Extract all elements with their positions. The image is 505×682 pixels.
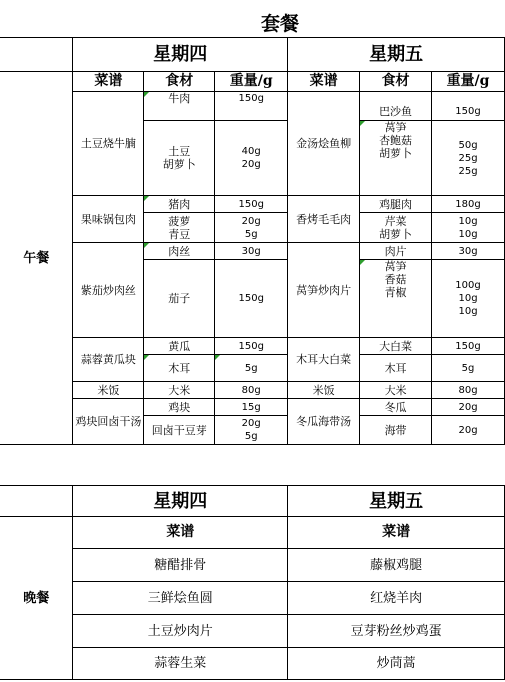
ing-fri-3a: 肉片 — [360, 243, 432, 260]
wt-rice-thu: 80g — [215, 382, 288, 399]
dinner-day-fri: 星期五 — [288, 486, 505, 517]
dinner-fri-2: 红烧羊肉 — [288, 582, 505, 615]
ing-fri-2a: 鸡腿肉 — [360, 196, 432, 213]
dinner-fri-4: 炒茼蒿 — [288, 648, 505, 680]
wt-thu-4b: 5g — [215, 355, 288, 382]
dinner-thu-3: 土豆炒肉片 — [73, 615, 288, 648]
dish-fri-4: 木耳大白菜 — [288, 338, 360, 382]
soup-thu: 鸡块回卤干汤 — [73, 399, 144, 445]
header-weight-fri: 重量/g — [432, 72, 505, 92]
wt-fri-1b: 50g 25g 25g — [432, 121, 505, 196]
header-ingredient-thu: 食材 — [144, 72, 215, 92]
spacer-fri-1w — [432, 92, 505, 104]
lunch-label: 午餐 — [0, 72, 73, 445]
ing-thu-2b: 菠萝 青豆 — [144, 213, 215, 243]
dish-thu-4: 蒜蓉黄瓜块 — [73, 338, 144, 382]
wt-thu-3a: 30g — [215, 243, 288, 260]
dish-thu-1: 土豆烧牛腩 — [73, 92, 144, 196]
lunch-day-fri: 星期五 — [288, 38, 505, 72]
header-dish-thu: 菜谱 — [73, 72, 144, 92]
ing-thu-2a: 猪肉 — [144, 196, 215, 213]
rice-fri: 米饭 — [288, 382, 360, 399]
header-dish-fri: 菜谱 — [288, 72, 360, 92]
ing-fri-4b: 木耳 — [360, 355, 432, 382]
dinner-day-thu: 星期四 — [73, 486, 288, 517]
wt-thu-1b: 40g 20g — [215, 121, 288, 196]
ing-fri-1a: 巴沙鱼 — [360, 104, 432, 121]
spacer-fri-1 — [360, 92, 432, 104]
dish-fri-3: 莴笋炒肉片 — [288, 243, 360, 338]
wt-thu-2b: 20g 5g — [215, 213, 288, 243]
dinner-thu-1: 糖醋排骨 — [73, 549, 288, 582]
wt-soup-fri-b: 20g — [432, 416, 505, 445]
ing-thu-3a: 肉丝 — [144, 243, 215, 260]
ing-fri-4a: 大白菜 — [360, 338, 432, 355]
dinner-fri-1: 藤椒鸡腿 — [288, 549, 505, 582]
ing-soup-fri-a: 冬瓜 — [360, 399, 432, 416]
corner-cell — [0, 38, 73, 72]
ing-thu-3b: 茄子 — [144, 260, 215, 338]
ing-soup-thu-a: 鸡块 — [144, 399, 215, 416]
ing-thu-1a: 牛肉 — [144, 92, 215, 121]
dish-fri-2: 香烤毛毛肉 — [288, 196, 360, 243]
dinner-header-fri: 菜谱 — [288, 517, 505, 549]
page-title: 套餐 — [260, 13, 299, 35]
wt-fri-2b: 10g 10g — [432, 213, 505, 243]
ing-fri-2b: 芹菜 胡萝卜 — [360, 213, 432, 243]
dinner-fri-3: 豆芽粉丝炒鸡蛋 — [288, 615, 505, 648]
dinner-header-thu: 菜谱 — [73, 517, 288, 549]
wt-soup-thu-a: 15g — [215, 399, 288, 416]
header-ingredient-fri: 食材 — [360, 72, 432, 92]
wt-fri-3b: 100g 10g 10g — [432, 260, 505, 338]
rice-thu: 米饭 — [73, 382, 144, 399]
dinner-thu-4: 蒜蓉生菜 — [73, 648, 288, 680]
dinner-corner-cell — [0, 486, 73, 517]
ing-soup-fri-b: 海带 — [360, 416, 432, 445]
ing-fri-1b: 莴笋 杏鲍菇 胡萝卜 — [360, 121, 432, 196]
wt-thu-4a: 150g — [215, 338, 288, 355]
ing-rice-thu: 大米 — [144, 382, 215, 399]
wt-soup-fri-a: 20g — [432, 399, 505, 416]
wt-rice-fri: 80g — [432, 382, 505, 399]
wt-fri-4a: 150g — [432, 338, 505, 355]
wt-thu-2a: 150g — [215, 196, 288, 213]
wt-fri-4b: 5g — [432, 355, 505, 382]
dinner-label: 晚餐 — [0, 517, 73, 680]
wt-fri-3a: 30g — [432, 243, 505, 260]
ing-thu-4a: 黄瓜 — [144, 338, 215, 355]
ing-rice-fri: 大米 — [360, 382, 432, 399]
ing-fri-3b: 莴笋 香菇 青椒 — [360, 260, 432, 338]
header-weight-thu: 重量/g — [215, 72, 288, 92]
soup-fri: 冬瓜海带汤 — [288, 399, 360, 445]
wt-fri-2a: 180g — [432, 196, 505, 213]
wt-thu-3b: 150g — [215, 260, 288, 338]
wt-fri-1a: 150g — [432, 104, 505, 121]
lunch-table — [0, 37, 505, 445]
dinner-table — [0, 485, 505, 680]
wt-thu-1a: 150g — [215, 92, 288, 121]
lunch-day-thu: 星期四 — [73, 38, 288, 72]
ing-thu-1b: 土豆 胡萝卜 — [144, 121, 215, 196]
dish-thu-3: 紫茄炒肉丝 — [73, 243, 144, 338]
wt-soup-thu-b: 20g 5g — [215, 416, 288, 445]
dish-thu-2: 果味锅包肉 — [73, 196, 144, 243]
dish-fri-1: 金汤烩鱼柳 — [288, 92, 360, 196]
ing-thu-4b: 木耳 — [144, 355, 215, 382]
ing-soup-thu-b: 回卤干豆芽 — [144, 416, 215, 445]
dinner-thu-2: 三鲜烩鱼圆 — [73, 582, 288, 615]
